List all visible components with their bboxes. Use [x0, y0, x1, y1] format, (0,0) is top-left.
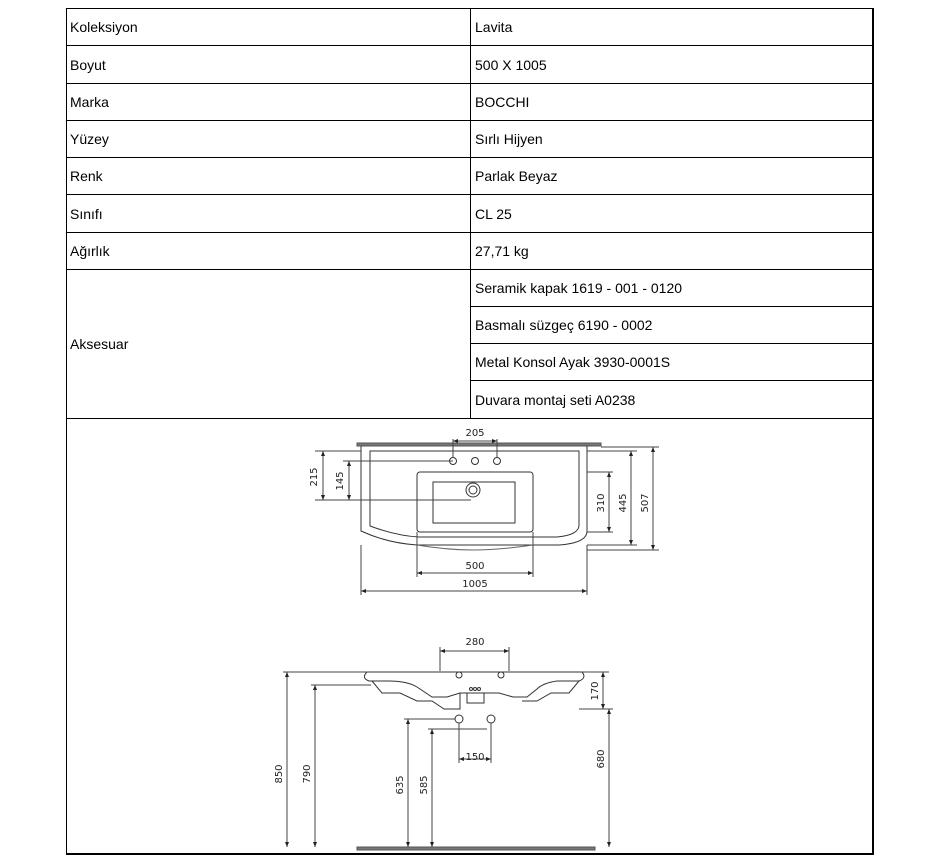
accessory-item: Duvara montaj seti A0238 [475, 392, 636, 408]
technical-drawing-svg [67, 419, 872, 854]
dim-label-280: 280 [465, 637, 485, 648]
spec-value: Sırlı Hijyen [475, 131, 543, 147]
spec-sheet [66, 8, 874, 855]
accessory-item: Metal Konsol Ayak 3930-0001S [471, 344, 872, 381]
top-view-basin [357, 443, 601, 550]
spec-value: 27,71 kg [475, 243, 529, 259]
dim-label-145: 145 [335, 471, 346, 491]
spec-label: Marka [67, 84, 471, 120]
dim-label-507: 507 [640, 493, 651, 513]
dim-label-680: 680 [596, 749, 607, 769]
spec-label: Koleksiyon [67, 9, 471, 45]
dim-label-500: 500 [465, 561, 485, 572]
dim-label-310: 310 [596, 493, 607, 513]
spec-label: Ağırlık [67, 233, 471, 269]
spec-row-boyut [67, 46, 872, 84]
spec-label: Renk [67, 158, 471, 194]
dim-label-170: 170 [590, 681, 601, 701]
spec-row-renk [67, 158, 872, 195]
spec-label: Yüzey [67, 121, 471, 157]
spec-row-koleksiyon [67, 9, 872, 46]
dim-label-205: 205 [465, 428, 485, 439]
front-view-dimensions [283, 647, 613, 847]
dim-label-635: 635 [395, 775, 406, 795]
dim-label-850: 850 [274, 764, 285, 784]
spec-value: Parlak Beyaz [475, 168, 558, 184]
accessory-item: Basmalı süzgeç 6190 - 0002 [471, 307, 872, 344]
spec-row-agirlik [67, 233, 872, 270]
spec-row-marka [67, 84, 872, 121]
spec-value: Lavita [475, 19, 513, 35]
dim-label-150: 150 [465, 752, 485, 763]
dim-label-790: 790 [302, 764, 313, 784]
dim-label-445: 445 [618, 493, 629, 513]
technical-drawing [67, 419, 872, 854]
accessories-label: Aksesuar [67, 270, 471, 418]
dim-label-1005: 1005 [462, 579, 488, 590]
accessories-row [67, 270, 872, 419]
spec-value: 500 X 1005 [475, 56, 547, 73]
top-view-dimensions [315, 439, 659, 595]
spec-row-sinifi [67, 195, 872, 233]
accessory-item: Seramik kapak 1619 - 001 - 0120 [471, 270, 872, 307]
spec-value: BOCCHI [475, 94, 530, 110]
spec-label: Boyut [67, 46, 471, 83]
dim-label-585: 585 [419, 775, 430, 795]
spec-row-yuzey [67, 121, 872, 158]
spec-value: CL 25 [475, 205, 512, 222]
dim-label-215: 215 [309, 467, 320, 487]
spec-label: Sınıfı [67, 195, 471, 232]
